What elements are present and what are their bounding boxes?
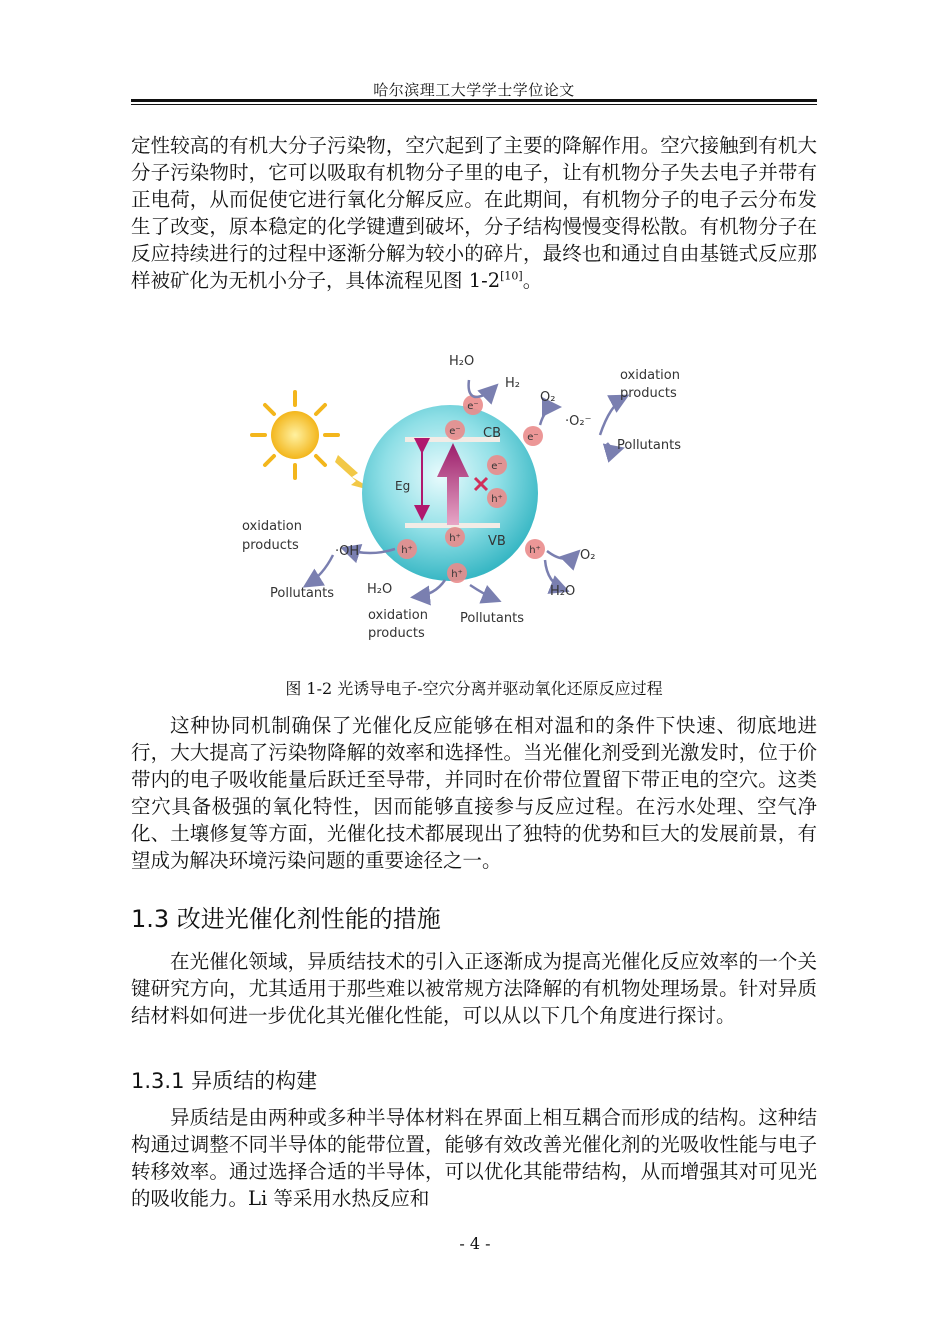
oxidation-products-left: oxidation (242, 519, 302, 534)
charge-label: h⁺ (529, 545, 541, 556)
charge-label: e⁻ (527, 432, 539, 443)
o2-radical-label: ·O₂⁻ (565, 414, 592, 429)
cb-label: CB (483, 426, 501, 441)
reaction-arrow (540, 407, 557, 425)
reaction-arrow (547, 551, 577, 559)
pollutants-right: Pollutants (617, 438, 681, 453)
paragraph-1 (131, 132, 817, 294)
section-heading-1-3-1: 1.3.1 异质结的构建 (131, 1069, 318, 1093)
reaction-arrow (307, 555, 333, 585)
figure-1-2 (235, 345, 705, 650)
h2o-top-label: H₂O (449, 354, 475, 369)
h2o-left-label: H₂O (367, 582, 393, 597)
oxidation-products-bottom: products (368, 626, 425, 641)
vb-label: VB (488, 534, 506, 549)
reaction-arrow (600, 397, 625, 435)
oxidation-products-right: products (620, 386, 677, 401)
oxidation-products-left: products (242, 538, 299, 553)
page-number: - 4 - (459, 1234, 491, 1253)
reaction-arrow (470, 585, 497, 600)
paragraph-4: 异质结是由两种或多种半导体材料在界面上相互耦合而形成的结构。这种结构通过调整不同半导体的能带位置，能够有效改善光催化剂的光吸收性能与电子转移效率。通过选择合适的半导体，可以优化其能带结构，从而增强其对可见光的吸收能力。Li 等采用水热反应和 (131, 1106, 817, 1210)
charge-label: e⁻ (491, 461, 503, 472)
paragraph-1-end: 。 (522, 269, 543, 292)
paragraph-1-text: 定性较高的有机大分子污染物，空穴起到了主要的降解作用。空穴接触到有机大分子污染物时，它可以吸取有机物分子里的电子，让有机物分子失去电子并带有正电荷，从而促使它进行氧化分解反应。在此期间，有机物分子的电子云分布发生了改变，原本稳定的化学键遭到破坏，分子结构慢慢变得松散。有机物分子在反应持续进行的过程中逐渐分解为较小的碎片，最终也和通过自由基链式反应那样被矿化为无机小分子，具体流程见图 1-2 (131, 134, 817, 292)
pollutants-bottom: Pollutants (460, 611, 524, 626)
figure-caption: 图 1-2 光诱导电子-空穴分离并驱动氧化还原反应过程 (285, 679, 663, 698)
charge-label: h⁺ (451, 569, 463, 580)
oxidation-products-right: oxidation (620, 368, 680, 383)
paragraph-2: 这种协同机制确保了光催化反应能够在相对温和的条件下快速、彻底地进行，大大提高了污染物降解的效率和选择性。当光催化剂受到光激发时，位于价带内的电子吸收能量后跃迁至导带，并同时在价带位置留下带正电的空穴。这类空穴具备极强的氧化特性，因而能够直接参与反应过程。在污水处理、空气净化、土壤修复等方面，光催化技术都展现出了独特的优势和巨大的发展前景，有望成为解决环境污染问题的重要途径之一。 (131, 714, 817, 872)
charge-label: h⁺ (449, 533, 461, 544)
pollutants-left: Pollutants (270, 586, 334, 601)
reaction-arrow (415, 580, 445, 597)
header-rule-thin (131, 104, 817, 105)
header-rule-thick (131, 99, 817, 102)
oxidation-products-bottom: oxidation (368, 608, 428, 623)
o2-right-label: O₂ (580, 548, 596, 563)
running-header: 哈尔滨理工大学学士学位论文 (373, 81, 575, 99)
eg-label: Eg (395, 479, 411, 493)
oh-radical-label: ·OH (335, 544, 360, 559)
charge-label: h⁺ (401, 545, 413, 556)
citation-ref[interactable]: [10] (500, 269, 523, 283)
o2-top-label: O₂ (540, 390, 556, 405)
sun-icon (252, 392, 338, 478)
section-heading-1-3: 1.3 改进光催化剂性能的措施 (131, 905, 441, 933)
paragraph-3: 在光催化领域，异质结技术的引入正逐渐成为提高光催化反应效率的一个关键研究方向，尤其适用于那些难以被常规方法降解的有机物处理场景。针对异质结材料如何进一步优化其光催化性能，可以从以下几个角度进行探讨。 (131, 950, 817, 1027)
reaction-arrow (469, 380, 495, 397)
h2-label: H₂ (505, 376, 520, 391)
charge-label: e⁻ (467, 401, 479, 412)
charge-label: h⁺ (491, 494, 503, 505)
photocatalysis-diagram (235, 345, 705, 650)
h2o-right-label: H₂O (550, 584, 576, 599)
charge-label: e⁻ (449, 426, 461, 437)
